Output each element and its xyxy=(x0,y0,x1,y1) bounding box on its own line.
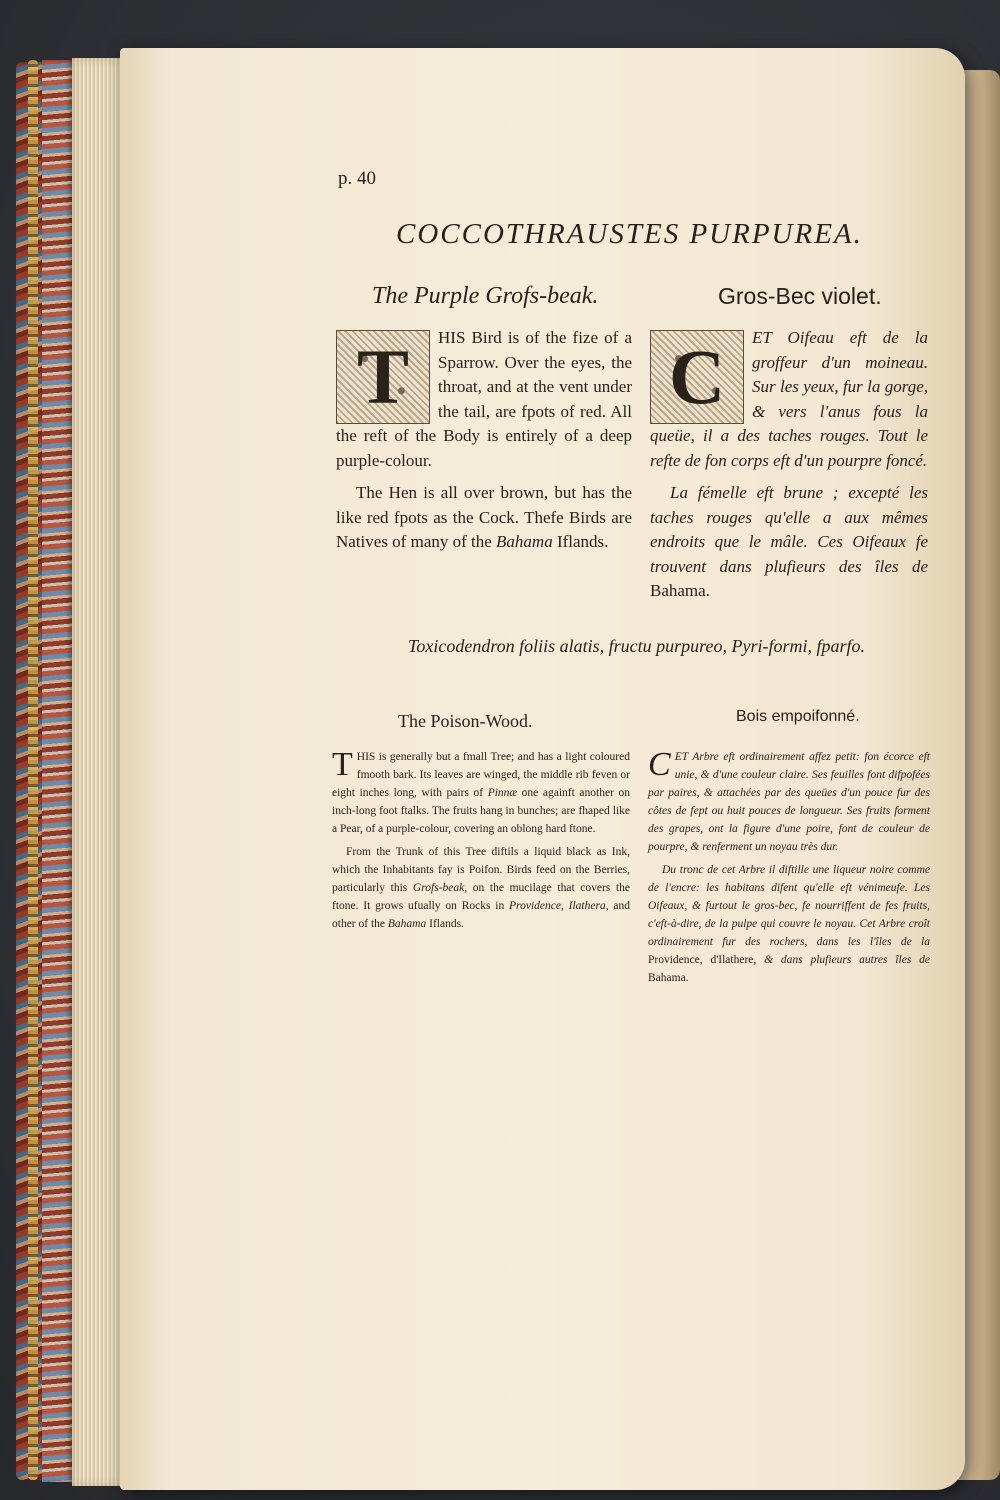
bird-en-paragraph-2: The Hen is all over brown, but has the like red fpots as the Cock. Thefe Birds are Natives of many of the Bahama Iflands. xyxy=(336,483,632,551)
bird-heading-fr: Gros-Bec violet. xyxy=(718,283,882,309)
bird-text-fr xyxy=(650,326,928,612)
gilt-edge xyxy=(28,60,38,1480)
plant-en-paragraph-1: THIS is generally but a fmall Tree; and has a light coloured fmooth bark. Its leaves are winged, the middle rib feven or eight inches long, with pairs of Pinnæ one againft another on inch-long foot ftalks. The fruits hang in bunches; are fhaped like a Pear, of a purple-colour, covering an oblong hard ftone. xyxy=(332,746,630,835)
bird-en-paragraph-1: T HIS Bird is of the fize of a Sparrow. Over the eyes, the throat, and at the vent under the tail, are fpots of red. All the reft of the Body is entirely of a deep purple-colour. xyxy=(336,328,632,470)
plant-fr-paragraph-1: CET Arbre eft ordinairement affez petit: fon écorce eft unie, & d'une couleur claire. Ses feuilles font difpofées par paires, & attachées par des queües d'un pouce fur des côtes de fept ou huit pouces de longueur. Ses fruits forment des grapes, ont la figure d'une poire, font de couleur de pourpre, & renferment un noyau très dur. xyxy=(648,746,930,853)
plant-latin-name: Toxicodendron foliis alatis, fructu purpureo, Pyri-formi, fparfo. xyxy=(408,636,866,656)
marbled-edge xyxy=(42,60,72,1482)
bird-fr-paragraph-2: La fémelle eft brune ; excepté les taches rouges qu'elle a aux mêmes endroits que le mâle. Ces Oifeaux fe trouvent dans plufieurs des îles de Bahama. xyxy=(650,483,928,600)
plant-text-en xyxy=(332,748,630,938)
page-number: p. 40 xyxy=(338,168,376,189)
bird-text-en xyxy=(336,326,632,563)
plant-heading-en: The Poison-Wood. xyxy=(398,711,533,731)
plant-text-fr xyxy=(648,748,930,992)
plant-en-paragraph-2: From the Trunk of this Tree diftils a liquid black as Ink, which the Inhabitants fay is Poifon. Birds feed on the Berries, particularly this Grofs-beak, on the mucilage that covers the ftone. It grows ufually on Rocks in Providence, Ilathera, and other of the Bahama Iflands. xyxy=(332,846,630,930)
genus-title: COCCOTHRAUSTES PURPUREA. xyxy=(396,218,863,250)
plant-heading-fr: Bois empoifonné. xyxy=(736,708,860,725)
ornamental-dropcap-t: T xyxy=(336,330,430,424)
bird-fr-paragraph-1: C ET Oifeau eft de la groffeur d'un moineau. Sur les yeux, fur la gorge, & vers l'anus fous la queüe, il a des taches rouges. Tout le refte de fon corps eft d'un pourpre foncé. xyxy=(650,328,928,470)
ornamental-dropcap-c: C xyxy=(650,330,744,424)
plant-fr-paragraph-2: Du tronc de cet Arbre il diftille une liqueur noire comme de l'encre: les habitans difent qu'elle eft vénimeufe. Les Oifeaux, & furtout le gros-bec, fe nourriffent de fes fruits, c'eft-à-dire, de la pulpe qui couvre le noyau. Cet Arbre croît ordinairement fur des rochers, dans les l'îles de la Providence, d'Ilathere, & dans plufieurs autres îles de Bahama. xyxy=(648,864,930,984)
bird-heading-en: The Purple Grofs-beak. xyxy=(372,283,599,309)
dropcap-c: C xyxy=(648,746,671,783)
dropcap-t: T xyxy=(332,746,353,783)
